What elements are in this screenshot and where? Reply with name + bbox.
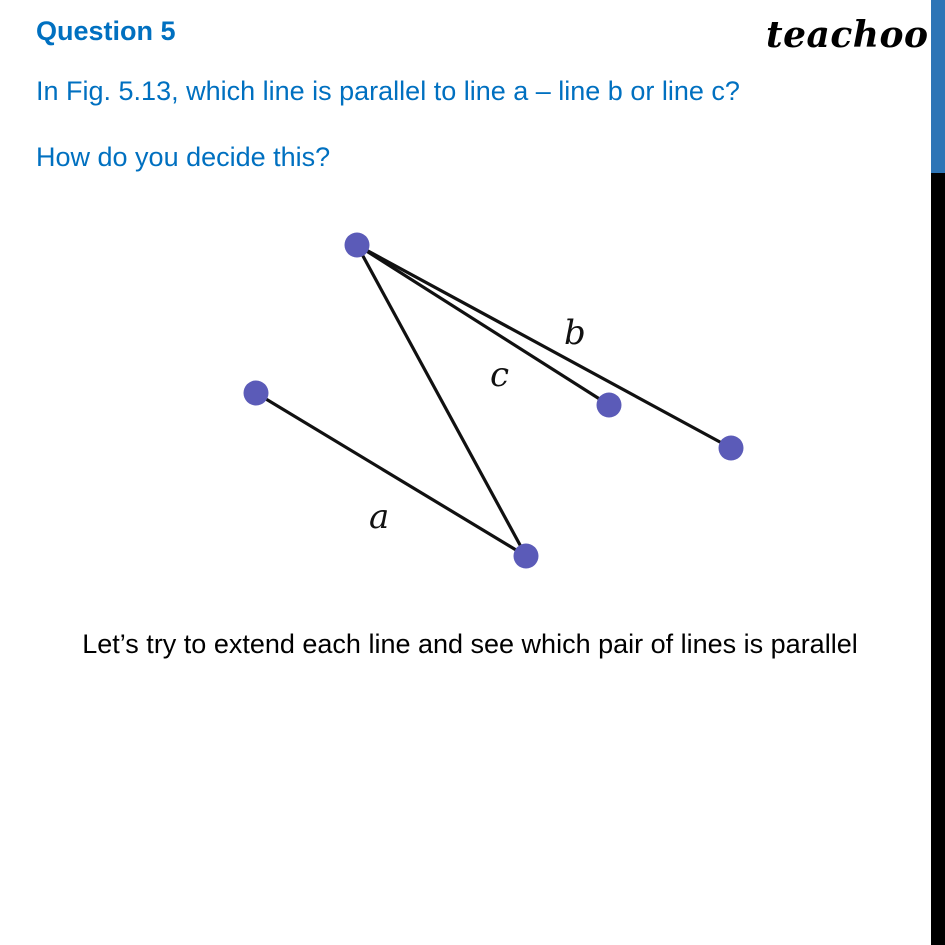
question-text: In Fig. 5.13, which line is parallel to line a – line b or line c?: [36, 76, 740, 106]
label-c: c: [490, 355, 510, 395]
point-top: [345, 233, 370, 258]
brand-logo: teachoo: [766, 14, 929, 56]
label-a: a: [369, 497, 390, 537]
point-b-end: [719, 436, 744, 461]
line-a: [256, 393, 526, 556]
point-bottom: [514, 544, 539, 569]
question-title: Question 5: [36, 16, 176, 46]
point-c-end: [597, 393, 622, 418]
question-subtext: How do you decide this?: [36, 142, 331, 172]
point-a-start: [244, 381, 269, 406]
label-b: b: [564, 313, 586, 353]
answer-text: Let’s try to extend each line and see which pair of lines is parallel: [82, 629, 858, 659]
